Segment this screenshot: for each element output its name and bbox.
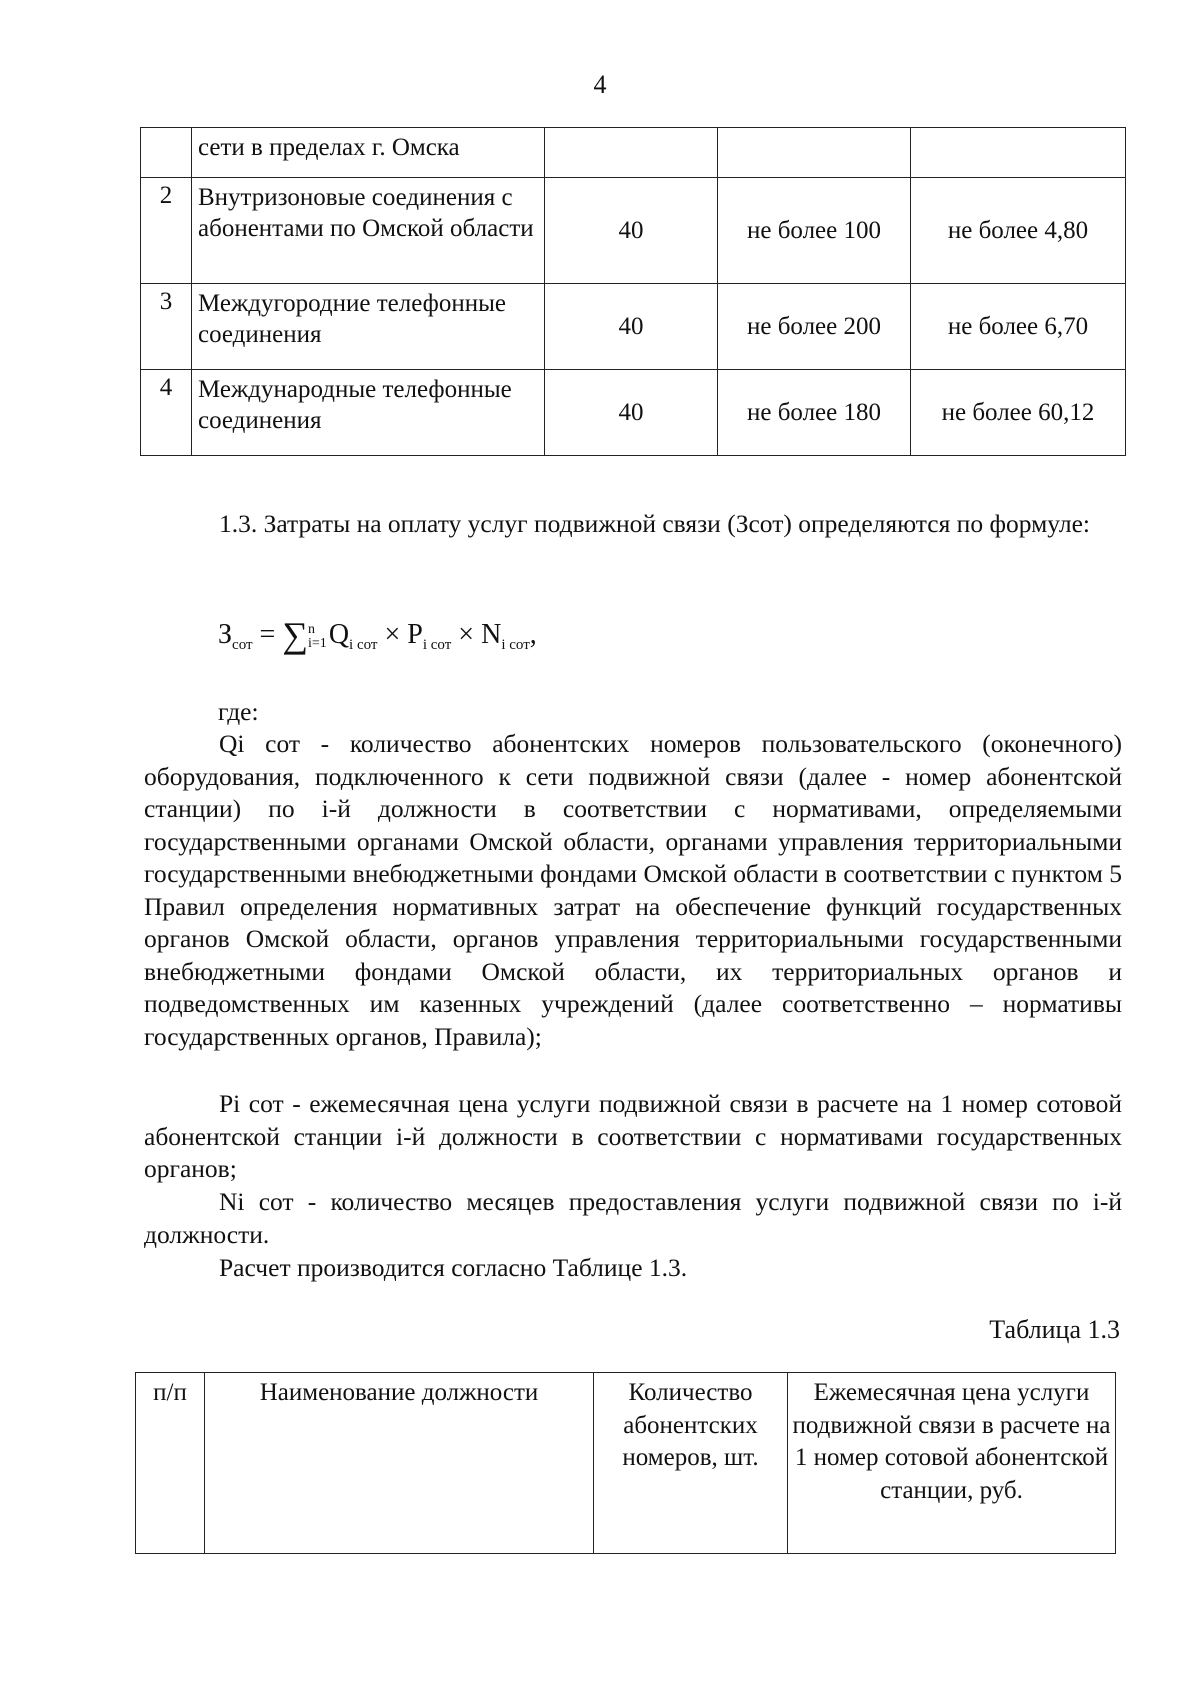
table-header-row	[136, 1373, 1116, 1554]
row-value-2: не более 180	[718, 370, 911, 456]
row-value-3: не более 60,12	[911, 370, 1126, 456]
table-row	[141, 128, 1126, 178]
row-value-2: не более 200	[718, 284, 911, 370]
formula-end: ,	[529, 619, 537, 650]
formula-term-p-sub: i сот	[422, 637, 452, 653]
table-row	[141, 178, 1126, 284]
formula-times: ×	[458, 619, 475, 650]
section-heading-text: 1.3. Затраты на оплату услуг подвижной связи (Зсот) определяются по формуле:	[219, 509, 1090, 538]
table-row	[141, 284, 1126, 370]
row-name: Международные телефонные соединения	[192, 370, 545, 456]
definition-pi: Pi сот - ежемесячная цена услуги подвижной связи в расчете на 1 номер сотовой абонентской станции i-й должности в соответствии с нормативами государственных органов;	[144, 1089, 1122, 1183]
row-value-1: 40	[545, 178, 718, 284]
row-name: Междугородние телефонные соединения	[192, 284, 545, 370]
formula-term-q-sub: i сот	[349, 637, 378, 653]
formula-term-p: P	[407, 619, 423, 650]
col-header-position: Наименование должности	[205, 1373, 594, 1554]
row-value-2: не более 100	[718, 178, 911, 284]
col-header-quantity: Количество абонентских номеров, шт.	[594, 1373, 788, 1554]
communication-costs-table	[140, 127, 1126, 456]
formula-term-n-sub: i сот	[501, 637, 530, 653]
sum-bottom: i=1	[308, 635, 327, 651]
row-value-3: не более 6,70	[911, 284, 1126, 370]
row-number: 3	[141, 284, 192, 370]
formula-term-q: Q	[328, 619, 350, 650]
formula-term-n: N	[481, 619, 502, 650]
col-header-number: п/п	[136, 1373, 205, 1554]
formula-lhs: З	[218, 619, 233, 650]
mobile-costs-table	[135, 1372, 1116, 1554]
sum-limits	[308, 623, 327, 651]
row-name: сети в пределах г. Омска	[192, 128, 545, 178]
formula-equals: =	[259, 619, 276, 650]
sum-top: n	[308, 621, 316, 637]
row-number	[141, 128, 192, 178]
where-label: где:	[218, 697, 259, 726]
row-value-3	[911, 128, 1126, 178]
row-value-1: 40	[545, 370, 718, 456]
table-row	[141, 370, 1126, 456]
row-value-1	[545, 128, 718, 178]
formula-times: ×	[384, 619, 401, 650]
row-value-2	[718, 128, 911, 178]
row-value-3: не более 4,80	[911, 178, 1126, 284]
row-value-1: 40	[545, 284, 718, 370]
sum-symbol-icon: ∑	[282, 615, 309, 655]
table-caption: Таблица 1.3	[989, 1315, 1120, 1344]
row-name: Внутризоновые соединения с абонентами по Омской области	[192, 178, 545, 284]
calc-note: Расчет производится согласно Таблице 1.3.	[219, 1253, 688, 1282]
row-number: 2	[141, 178, 192, 284]
cost-formula	[218, 614, 537, 656]
definition-qi: Qi сот - количество абонентских номеров пользовательского (оконечного) оборудования, подключенного к сети подвижной связи (далее - номер абонентской станции) по i-й должности в соответствии с нормативами, определяемыми государственными органами Омской области, органами управления территориальными государственными внебюджетными фондами Омской области в соответствии с пунктом 5 Правил определения нормативных затрат на обеспечение функций государственных органов Омской области, органов управления территориальными государственными внебюджетными фондами Омской области, их территориальных органов и подведомственных им казенных учреждений (далее соответственно – нормативы государственных органов, Правила);	[144, 729, 1122, 1051]
page-number: 4	[593, 70, 607, 99]
col-header-price: Ежемесячная цена услуги подвижной связи в расчете на 1 номер сотовой абонентской станции, руб.	[788, 1373, 1116, 1554]
row-number: 4	[141, 370, 192, 456]
formula-lhs-sub: сот	[232, 637, 253, 653]
definition-ni: Ni сот - количество месяцев предоставления услуги подвижной связи по i-й должности.	[144, 1187, 1122, 1249]
